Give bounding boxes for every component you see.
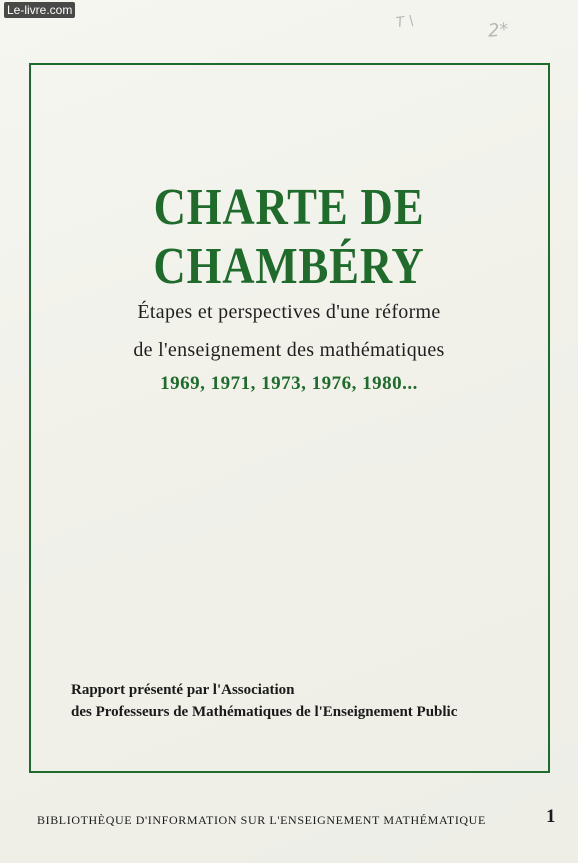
- cover-frame: [29, 63, 550, 773]
- series-title: BIBLIOTHÈQUE D'INFORMATION SUR L'ENSEIGNEMENT MATHÉMATIQUE: [37, 813, 486, 827]
- cover-title: CHARTE DE CHAMBÉRY: [153, 179, 425, 295]
- cover-subtitle-line1: Étapes et perspectives d'une réforme: [137, 301, 441, 323]
- report-line2: des Professeurs de Mathématiques de l'Enseignement Public: [71, 704, 458, 720]
- volume-number: 1: [546, 806, 556, 827]
- pencil-mark: T \: [394, 12, 415, 32]
- pencil-mark: 2*: [487, 19, 510, 42]
- watermark-label: Le-livre.com: [4, 2, 75, 18]
- cover-years: 1969, 1971, 1973, 1976, 1980...: [160, 373, 418, 394]
- report-line1: Rapport présenté par l'Association: [71, 682, 295, 698]
- cover-subtitle-line2: de l'enseignement des mathématiques: [133, 339, 445, 361]
